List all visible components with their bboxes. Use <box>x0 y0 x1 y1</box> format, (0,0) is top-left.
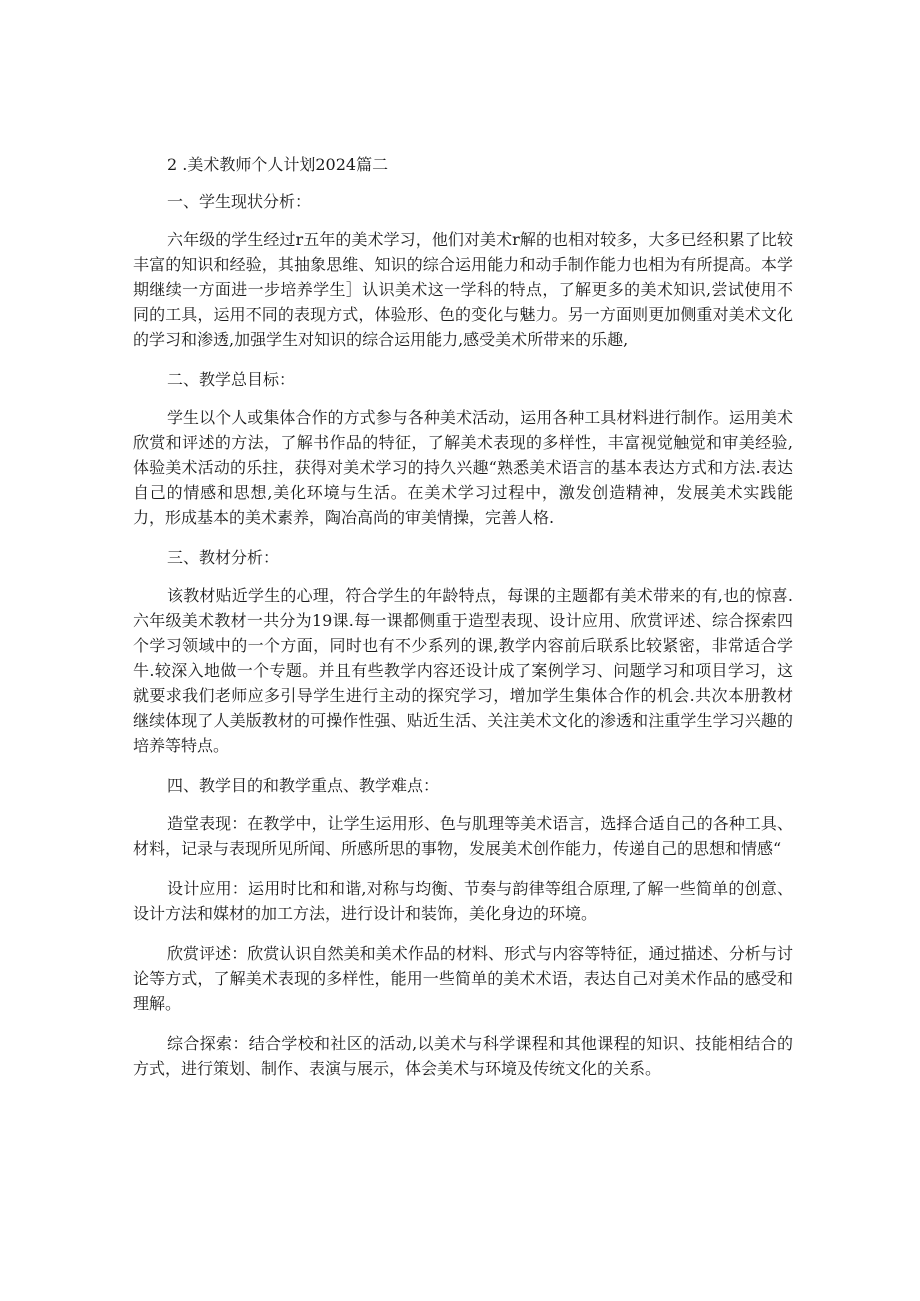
paragraph-modeling-expression: 造堂表现：在教学中，让学生运用形、色与肌理等美术语言，选择合适自己的各种工具、材料，记录与表现所见所闻、所感所思的事物，发展美术创作能力，传递自己的思想和情感“ <box>133 814 793 858</box>
paragraph-student-analysis: 六年级的学生经过r五年的美术学习，他们对美术r解的也相对较多，大多已经积累了比较丰富的知识和经验，其抽象思维、知识的综合运用能力和动手制作能力也相为有所提高。本学期继续一方面进一步培养学生］认识美术这一学科的特点，了解更多的美术知识,尝试使用不同的工具，运用不同的表现方式，体验形、色的变化与魅力。另一方面则更加侧重对美术文化的学习和渗透,加强学生对知识的综合运用能力,感受美术所带来的乐趣, <box>133 230 793 349</box>
section-heading-teaching-purposes: 四、教学目的和教学重点、教学难点： <box>167 776 440 795</box>
paragraph-design-application: 设计应用：运用时比和和谐,对称与均衡、节奏与韵律等组合原理,了解一些简单的创意、设计方法和媒材的加工方法，进行设计和装饰，美化身边的环境。 <box>133 879 793 923</box>
paragraph-appreciation-review: 欣赏评述：欣赏认识自然美和美术作品的材料、形式与内容等特征，通过描述、分析与讨论等方式，了解美术表现的多样性，能用一些简单的美术术语，表达自己对美术作品的感受和理解。 <box>133 944 793 1013</box>
document-body <box>133 152 793 1096</box>
document-title: 2 .美术教师个人计划2024篇二 <box>167 155 389 174</box>
paragraph-textbook-analysis: 该教材贴近学生的心理，符合学生的年龄特点，每课的主题都有美术带来的有,也的惊喜.六年级美术教材一共分为19课.每一课都侧重于造型表现、设计应用、欣赏评述、综合探索四个学习领域中的一个方面，同时也有不少系列的课,教学内容前后联系比较紧密，非常适合学牛.较深入地做一个专题。并且有些教学内容还设计成了案例学习、问题学习和项目学习，这就要求我们老师应多引导学生进行主动的探究学习，增加学生集体合作的机会.共次本册教材继续体现了人美版教材的可操作性强、贴近生活、关注美术文化的渗透和注重学生学习兴趣的培养等特点。 <box>133 586 793 755</box>
section-heading-textbook-analysis: 三、教材分析： <box>167 548 280 567</box>
paragraph-teaching-goals: 学生以个人或集体合作的方式参与各种美术活动，运用各种工具材料进行制作。运用美术欣赏和评述的方法，了解书作品的特征，了解美术表现的多样性，丰富视觉触觉和审美经验,体验美术活动的乐拄，获得对美术学习的持久兴趣“熟悉美术语言的基本表达方式和方法.表达自己的情感和思想,美化环境与生活。在美术学习过程中，激发创造精神，发展美术实践能力，形成基本的美术素养，陶冶高尚的审美情操，完善人格. <box>133 408 793 527</box>
section-heading-teaching-goals: 二、教学总目标： <box>167 370 296 389</box>
paragraph-comprehensive-exploration: 综合探索：结合学校和社区的活动,以美术与科学课程和其他课程的知识、技能相结合的方式，进行策划、制作、表演与展示，体会美术与环境及传统文化的关系。 <box>133 1034 793 1078</box>
section-heading-student-analysis: 一、学生现状分析： <box>167 192 312 211</box>
